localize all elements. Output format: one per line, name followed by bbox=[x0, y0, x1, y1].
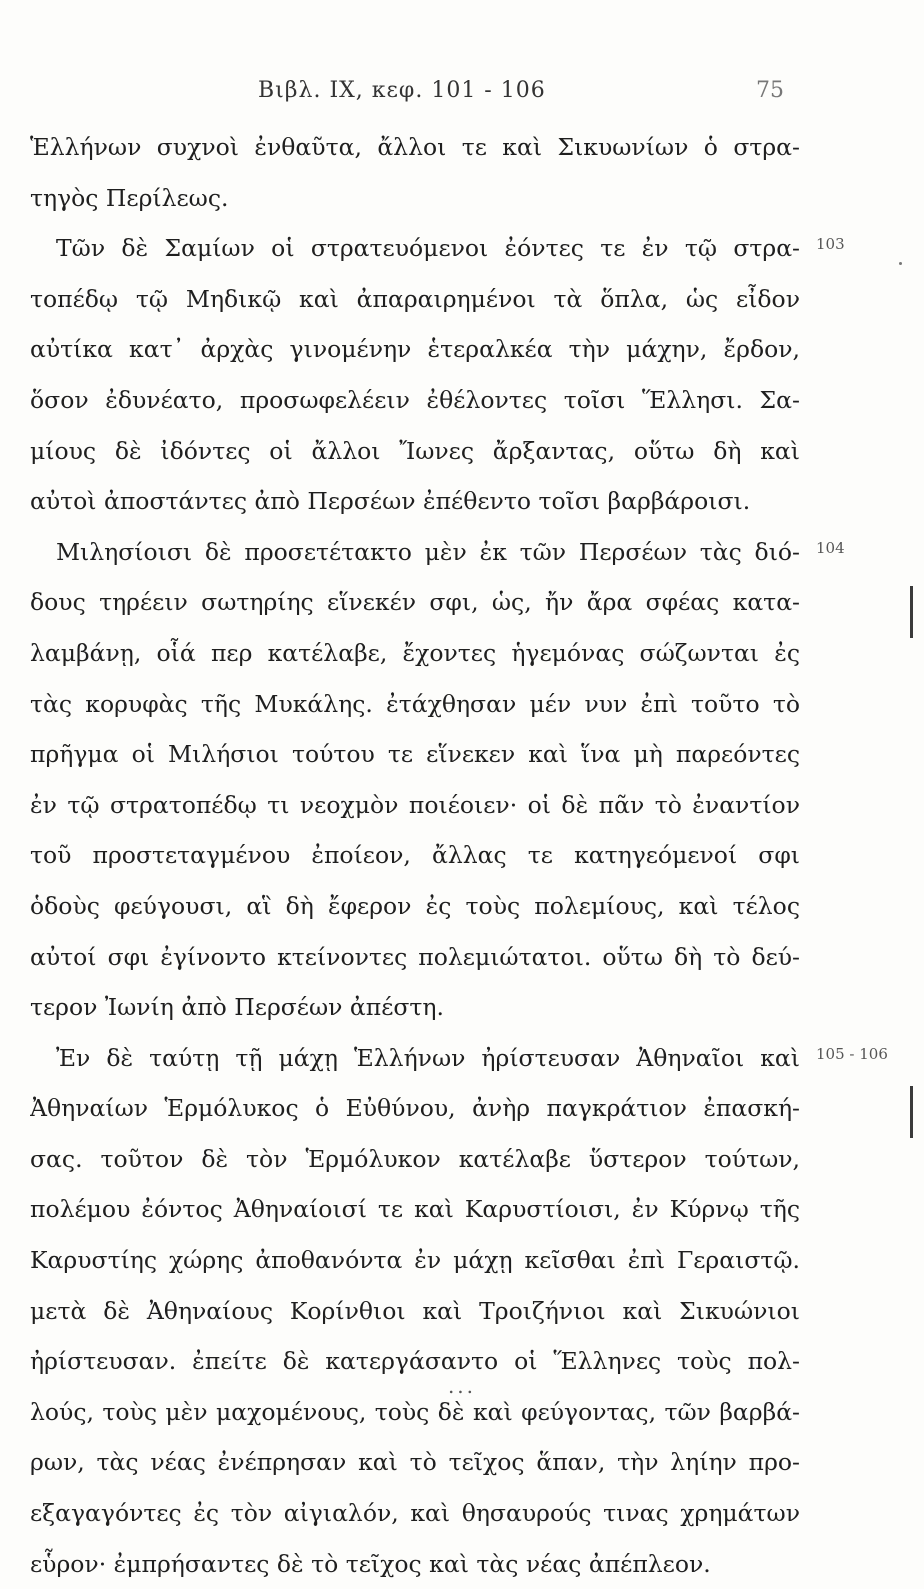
line-text: ὅσον ἐδυνέατο, προσωφελέειν ἐθέλοντες τοῖσι Ἕλλησι. Σα- bbox=[30, 385, 800, 414]
line-text: τοῦ προστεταγμένου ἐποίεον, ἄλλας τε κατηγεόμενοί σφι bbox=[30, 841, 800, 870]
line-text: τερον Ἰωνίη ἀπὸ Περσέων ἀπέστη. bbox=[30, 993, 444, 1022]
text-line bbox=[0, 173, 924, 224]
chapter-margin-number: 105 - 106 bbox=[816, 1044, 888, 1063]
line-text: μίους δὲ ἰδόντες οἱ ἄλλοι Ἴωνες ἄρξαντας, οὕτω δὴ καὶ bbox=[30, 436, 800, 465]
text-line bbox=[0, 729, 924, 780]
text-line bbox=[0, 628, 924, 679]
text-line bbox=[0, 1083, 924, 1134]
line-text: τὰς κορυφὰς τῆς Μυκάλης. ἐτάχθησαν μέν νυν ἐπὶ τοῦτο τὸ bbox=[30, 689, 800, 718]
line-text: Ἑλλήνων συχνοὶ ἐνθαῦτα, ἄλλοι τε καὶ Σικυωνίων ὁ στρα- bbox=[30, 133, 800, 161]
page-header bbox=[0, 78, 924, 118]
text-line bbox=[0, 324, 924, 375]
margin-rule-mark bbox=[910, 586, 913, 638]
text-line bbox=[0, 577, 924, 628]
text-line bbox=[0, 830, 924, 881]
chapter-margin-number: 103 bbox=[816, 235, 845, 254]
text-line bbox=[0, 1539, 924, 1589]
text-line bbox=[0, 1184, 924, 1235]
scan-speck bbox=[899, 262, 902, 265]
chapter-margin-number: 104 bbox=[816, 538, 845, 557]
line-text: δους τηρέειν σωτηρίης εἵνεκέν σφι, ὡς, ἤν ἄρα σφέας κατα- bbox=[30, 588, 800, 617]
text-line bbox=[0, 1286, 924, 1337]
text-line bbox=[0, 780, 924, 831]
text-line bbox=[0, 1488, 924, 1539]
running-head: Βιβλ. IX, κεφ. 101 - 106 bbox=[258, 78, 546, 103]
text-line bbox=[0, 881, 924, 932]
line-text: αὐτοί σφι ἐγίνοντο κτείνοντες πολεμιώτατοι. οὕτω δὴ τὸ δεύ- bbox=[30, 942, 800, 971]
text-line bbox=[0, 679, 924, 730]
line-text: ἐν τῷ στρατοπέδῳ τι νεοχμὸν ποιέοιεν· οἱ δὲ πᾶν τὸ ἐναντίον bbox=[30, 790, 800, 819]
line-text: πρῆγμα οἱ Μιλήσιοι τούτου τε εἵνεκεν καὶ ἵνα μὴ παρεόντες bbox=[30, 740, 800, 769]
line-text: Καρυστίης χώρης ἀποθανόντα ἐν μάχῃ κεῖσθαι ἐπὶ Γεραιστῷ. bbox=[30, 1246, 800, 1275]
line-text: ἠρίστευσαν. ἐπείτε δὲ κατεργάσαντο οἱ Ἕλληνες τοὺς πολ- bbox=[30, 1347, 800, 1376]
line-text: ρων, τὰς νέας ἐνέπρησαν καὶ τὸ τεῖχος ἅπαν, τὴν ληίην προ- bbox=[30, 1448, 800, 1477]
line-text: Μιλησίοισι δὲ προσετέτακτο μὲν ἐκ τῶν Περσέων τὰς διό- bbox=[56, 537, 800, 566]
margin-rule-mark bbox=[910, 1086, 913, 1138]
text-line bbox=[0, 122, 924, 173]
text-line bbox=[0, 476, 924, 527]
line-text: λούς, τοὺς μὲν μαχομένους, τοὺς δὲ καὶ φεύγοντας, τῶν βαρβά- bbox=[30, 1397, 800, 1426]
text-line bbox=[0, 274, 924, 325]
line-text: ὁδοὺς φεύγουσι, αἳ δὴ ἔφερον ἐς τοὺς πολεμίους, καὶ τέλος bbox=[30, 891, 800, 920]
line-text: τοπέδῳ τῷ Μηδικῷ καὶ ἀπαραιρημένοι τὰ ὅπλα, ὡς εἶδον bbox=[30, 284, 800, 313]
line-text: αὐτοὶ ἀποστάντες ἀπὸ Περσέων ἐπέθεντο τοῖσι βαρβάροισι. bbox=[30, 487, 751, 516]
line-text: εὗρον· ἐμπρήσαντες δὲ τὸ τεῖχος καὶ τὰς νέας ἀπέπλεον. bbox=[30, 1549, 711, 1578]
line-text: πολέμου ἐόντος Ἀθηναίοισί τε καὶ Καρυστίοισι, ἐν Κύρνῳ τῆς bbox=[30, 1195, 800, 1224]
line-text: Τῶν δὲ Σαμίων οἱ στρατευόμενοι ἐόντες τε ἐν τῷ στρα- bbox=[56, 234, 800, 263]
text-line bbox=[0, 375, 924, 426]
text-line bbox=[0, 1437, 924, 1488]
line-text: σας. τοῦτον δὲ τὸν Ἑρμόλυκον κατέλαβε ὕστερον τούτων, bbox=[30, 1144, 800, 1173]
greek-text-body bbox=[0, 122, 924, 1589]
end-ornament: ... bbox=[447, 1374, 477, 1398]
line-text: μετὰ δὲ Ἀθηναίους Κορίνθιοι καὶ Τροιζήνιοι καὶ Σικυώνιοι bbox=[30, 1296, 800, 1325]
line-text: λαμβάνῃ, οἷά περ κατέλαβε, ἔχοντες ἡγεμόνας σώζωνται ἐς bbox=[30, 638, 800, 667]
line-text: αὐτίκα κατ᾽ ἀρχὰς γινομένην ἑτεραλκέα τὴν μάχην, ἔρδον, bbox=[30, 335, 800, 364]
text-line bbox=[0, 1134, 924, 1185]
text-line bbox=[0, 1033, 924, 1084]
text-line bbox=[0, 1235, 924, 1286]
line-text: τηγὸς Περίλεως. bbox=[30, 183, 229, 212]
text-line bbox=[0, 223, 924, 274]
text-line bbox=[0, 527, 924, 578]
text-line bbox=[0, 932, 924, 983]
text-line bbox=[0, 426, 924, 477]
line-text: Ἐν δὲ ταύτῃ τῇ μάχῃ Ἑλλήνων ἠρίστευσαν Ἀθηναῖοι καὶ bbox=[56, 1043, 800, 1072]
line-text: Ἀθηναίων Ἑρμόλυκος ὁ Εὐθύνου, ἀνὴρ παγκράτιον ἐπασκή- bbox=[30, 1094, 800, 1123]
page-number: 75 bbox=[756, 78, 784, 103]
text-line bbox=[0, 982, 924, 1033]
line-text: εξαγαγόντες ἐς τὸν αἰγιαλόν, καὶ θησαυρούς τινας χρημάτων bbox=[30, 1499, 800, 1528]
